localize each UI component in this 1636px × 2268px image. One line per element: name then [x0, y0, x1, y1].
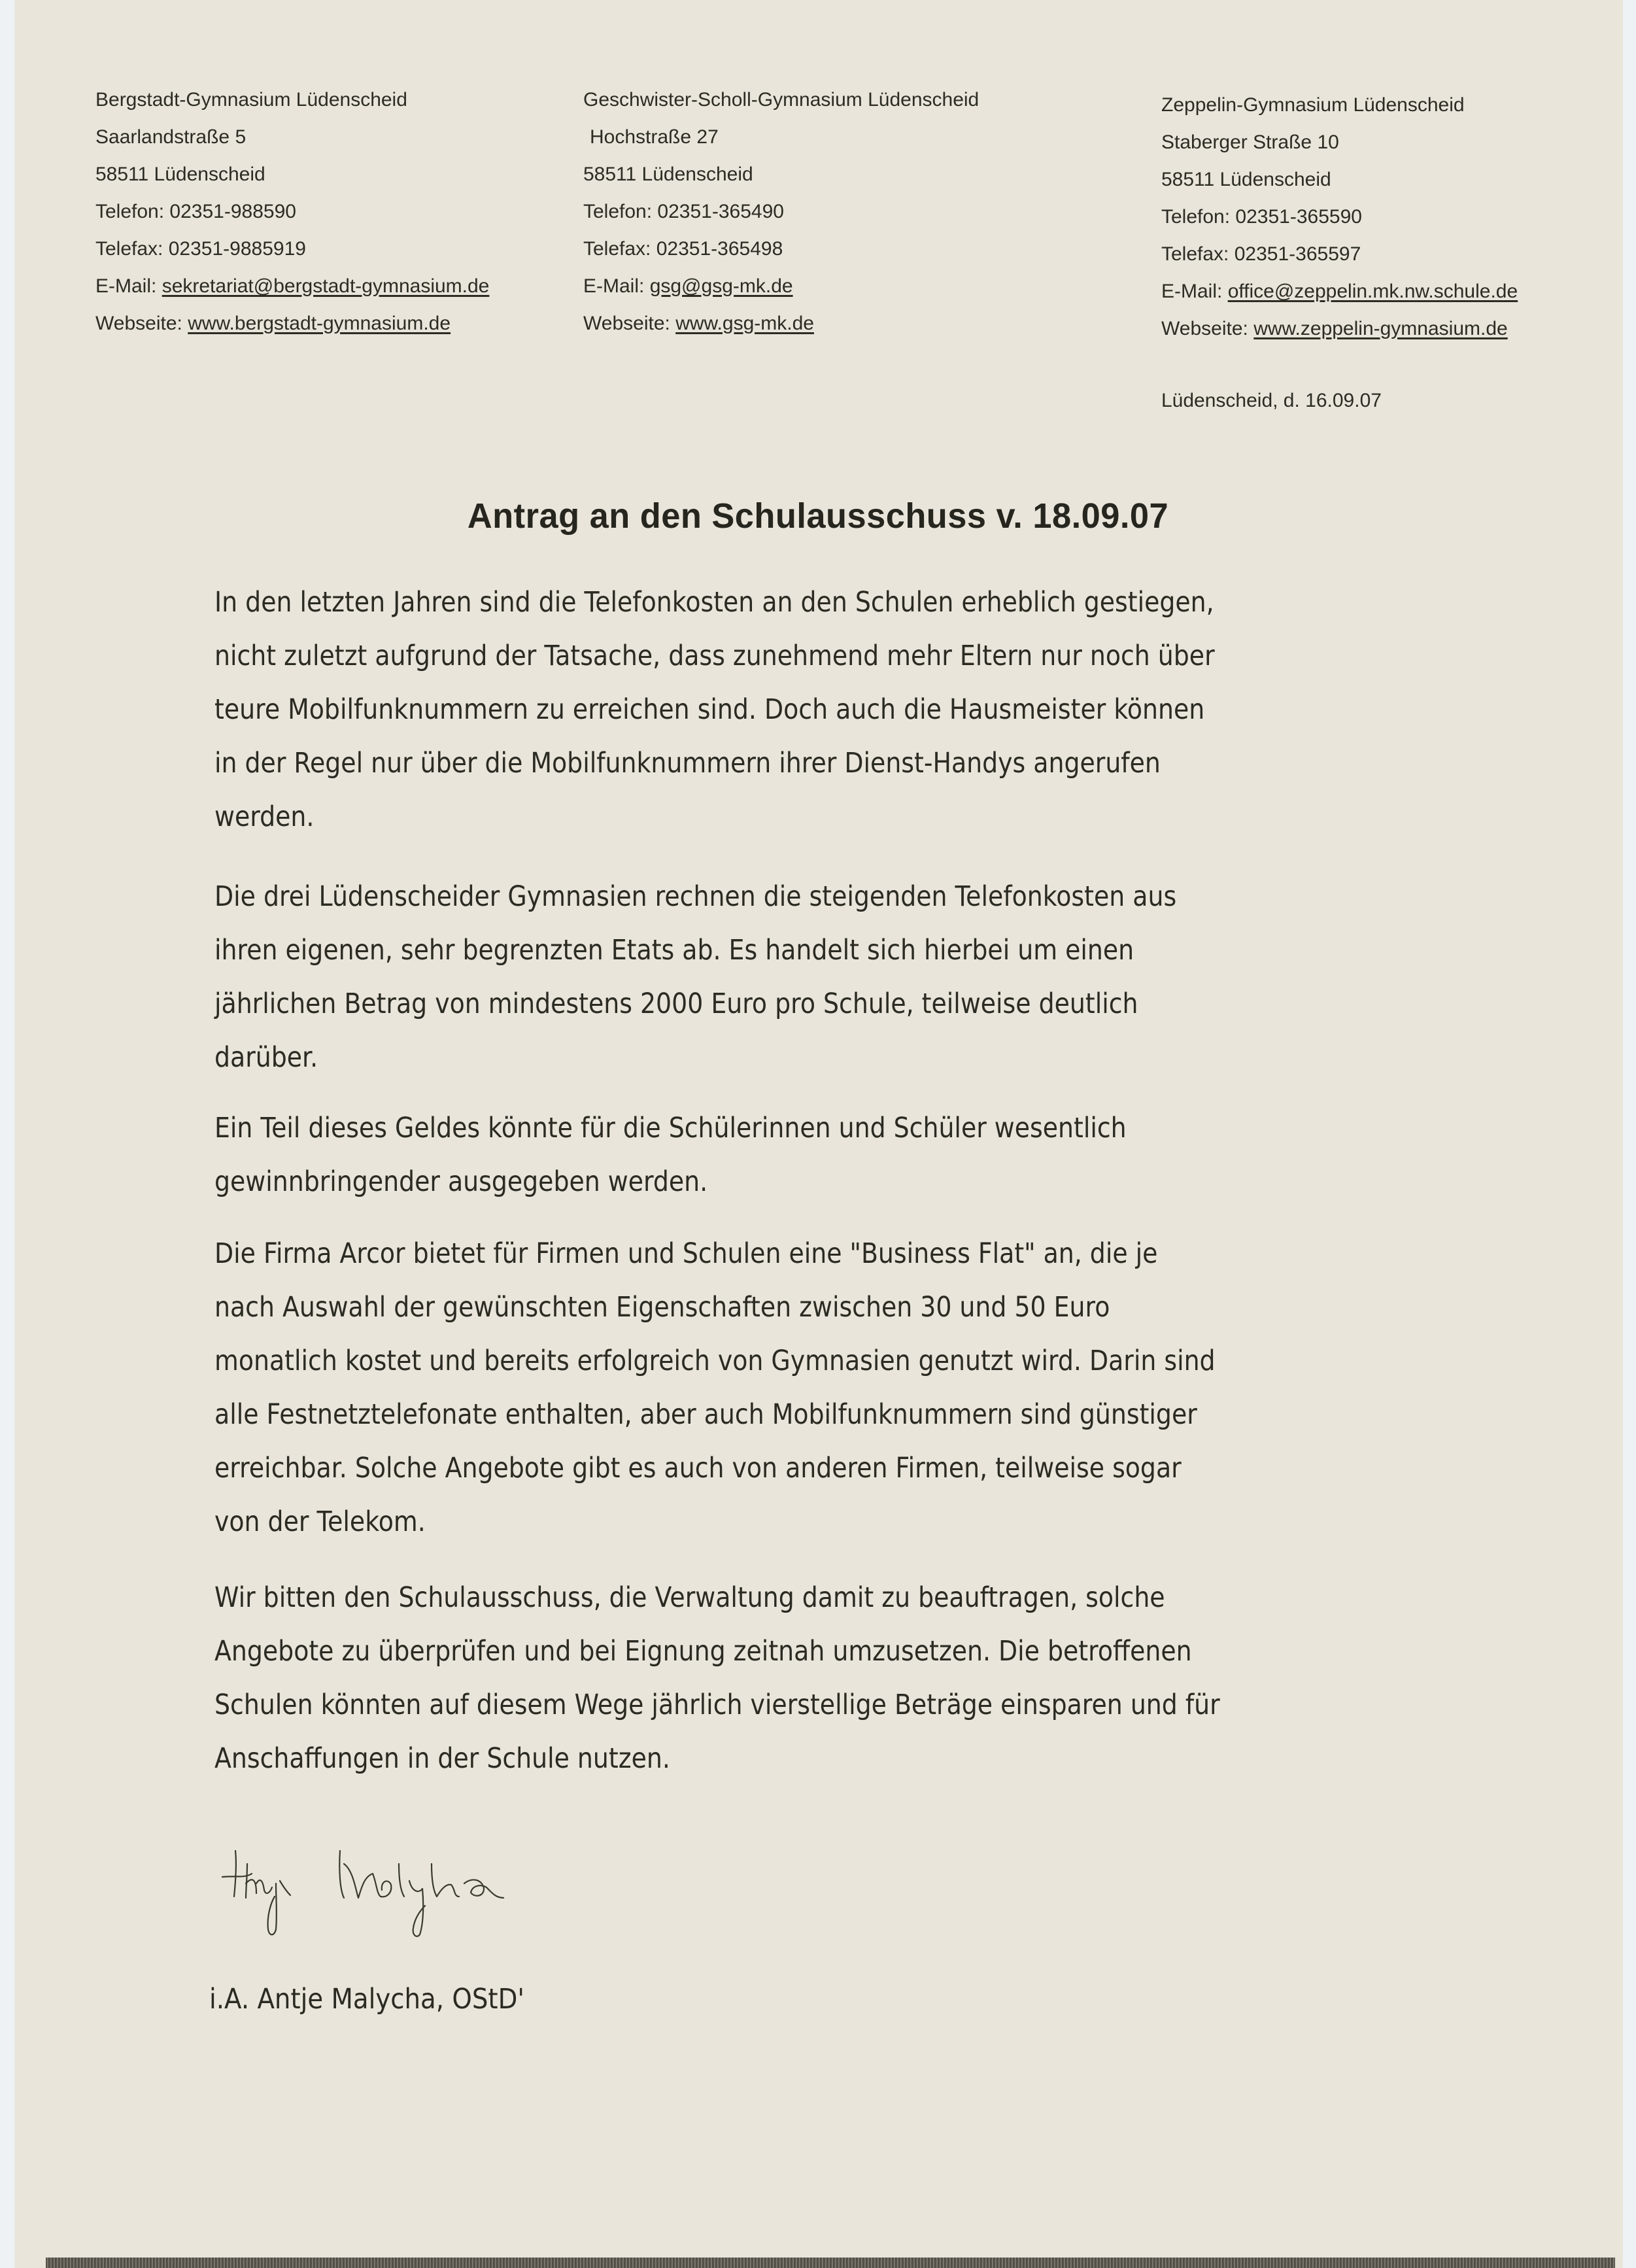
text-line: ihren eigenen, sehr begrenzten Etats ab. Es handelt sich hierbei um einen [214, 934, 1134, 967]
school-city: 58511 Lüdenscheid [583, 163, 753, 185]
website-label: Webseite: [583, 313, 670, 334]
school-fax [583, 230, 979, 267]
fax-value: 02351-9885919 [168, 238, 306, 260]
text-line: Schulen könnten auf diesem Wege jährlich vierstellige Beträge einsparen und für [214, 1689, 1220, 1721]
email-link[interactable]: office@zeppelin.mk.nw.schule.de [1227, 281, 1518, 302]
text-line: alle Festnetztelefonate enthalten, aber auch Mobilfunknummern sind günstiger [214, 1398, 1197, 1431]
email-label: E-Mail: [1161, 281, 1223, 302]
school-name: Bergstadt-Gymnasium Lüdenscheid [95, 89, 407, 111]
school-city: 58511 Lüdenscheid [95, 163, 265, 185]
school-website [95, 305, 489, 342]
date-line: Lüdenscheid, d. 16.09.07 [1161, 390, 1382, 411]
phone-label: Telefon: [583, 201, 653, 222]
text-line: Ein Teil dieses Geldes könnte für die Schülerinnen und Schüler wesentlich [214, 1112, 1127, 1144]
fax-value: 02351-365597 [1234, 243, 1361, 265]
letterhead-geschwister-scholl [583, 81, 979, 342]
email-label: E-Mail: [95, 275, 157, 297]
signatory-name: i.A. Antje Malycha, OStD' [209, 1983, 525, 2016]
fax-label: Telefax: [583, 238, 651, 260]
school-street: Hochstraße 27 [590, 126, 719, 148]
handwritten-signature [216, 1838, 621, 1962]
text-line: erreichbar. Solche Angebote gibt es auch von anderen Firmen, teilweise sogar [214, 1452, 1182, 1485]
school-fax [95, 230, 489, 267]
website-link[interactable]: www.bergstadt-gymnasium.de [188, 313, 451, 334]
website-label: Webseite: [1161, 318, 1248, 339]
text-line: monatlich kostet und bereits erfolgreich von Gymnasien genutzt wird. Darin sind [214, 1345, 1216, 1377]
letter-title: Antrag an den Schulausschuss v. 18.09.07 [467, 496, 1169, 536]
text-line: werden. [214, 800, 315, 833]
school-phone [583, 193, 979, 230]
phone-label: Telefon: [95, 201, 165, 222]
school-street: Saarlandstraße 5 [95, 126, 247, 148]
text-line: jährlichen Betrag von mindestens 2000 Euro pro Schule, teilweise deutlich [214, 988, 1138, 1020]
text-line: nicht zuletzt aufgrund der Tatsache, dass zunehmend mehr Eltern nur noch über [214, 640, 1215, 672]
phone-label: Telefon: [1161, 206, 1231, 228]
website-link[interactable]: www.gsg-mk.de [675, 313, 814, 334]
text-line: Anschaffungen in der Schule nutzen. [214, 1742, 670, 1775]
text-line: von der Telekom. [214, 1505, 426, 1538]
email-label: E-Mail: [583, 275, 645, 297]
fax-label: Telefax: [95, 238, 163, 260]
text-line: darüber. [214, 1041, 318, 1074]
school-name: Geschwister-Scholl-Gymnasium Lüdenscheid [583, 89, 980, 111]
school-city: 58511 Lüdenscheid [1161, 169, 1331, 190]
school-email [95, 267, 489, 305]
text-line: Die Firma Arcor bietet für Firmen und Schulen eine "Business Flat" an, die je [214, 1237, 1158, 1270]
website-label: Webseite: [95, 313, 182, 334]
school-name: Zeppelin-Gymnasium Lüdenscheid [1161, 94, 1465, 116]
text-line: Wir bitten den Schulausschuss, die Verwaltung damit zu beauftragen, solche [214, 1581, 1165, 1614]
email-link[interactable]: sekretariat@bergstadt-gymnasium.de [162, 275, 490, 297]
school-fax [1161, 235, 1518, 273]
school-phone [1161, 198, 1518, 235]
letterhead-bergstadt [95, 81, 489, 342]
text-line: In den letzten Jahren sind die Telefonkosten an den Schulen erheblich gestiegen, [214, 586, 1214, 619]
school-street: Staberger Straße 10 [1161, 131, 1339, 153]
fax-value: 02351-365498 [656, 238, 783, 260]
text-line: in der Regel nur über die Mobilfunknummern ihrer Dienst-Handys angerufen [214, 747, 1161, 780]
school-website [1161, 310, 1518, 347]
text-line: nach Auswahl der gewünschten Eigenschaften zwischen 30 und 50 Euro [214, 1291, 1110, 1324]
paragraph-2 [214, 870, 1496, 1084]
paragraph-3 [214, 1101, 1496, 1209]
school-email [583, 267, 979, 305]
school-email [1161, 273, 1518, 310]
paragraph-1 [214, 576, 1496, 844]
phone-value: 02351-365490 [657, 201, 784, 222]
paragraph-4 [214, 1227, 1496, 1549]
letterhead-zeppelin [1161, 86, 1518, 347]
scan-edge-bar [46, 2258, 1615, 2268]
text-line: gewinnbringender ausgegeben werden. [214, 1165, 708, 1198]
website-link[interactable]: www.zeppelin-gymnasium.de [1253, 318, 1508, 339]
text-line: Die drei Lüdenscheider Gymnasien rechnen die steigenden Telefonkosten aus [214, 880, 1177, 913]
fax-label: Telefax: [1161, 243, 1229, 265]
paragraph-5 [214, 1571, 1496, 1785]
text-line: teure Mobilfunknummern zu erreichen sind. Doch auch die Hausmeister können [214, 693, 1205, 726]
school-website [583, 305, 979, 342]
phone-value: 02351-988590 [169, 201, 296, 222]
text-line: Angebote zu überprüfen und bei Eignung zeitnah umzusetzen. Die betroffenen [214, 1635, 1192, 1668]
phone-value: 02351-365590 [1235, 206, 1362, 228]
school-phone [95, 193, 489, 230]
email-link[interactable]: gsg@gsg-mk.de [649, 275, 793, 297]
